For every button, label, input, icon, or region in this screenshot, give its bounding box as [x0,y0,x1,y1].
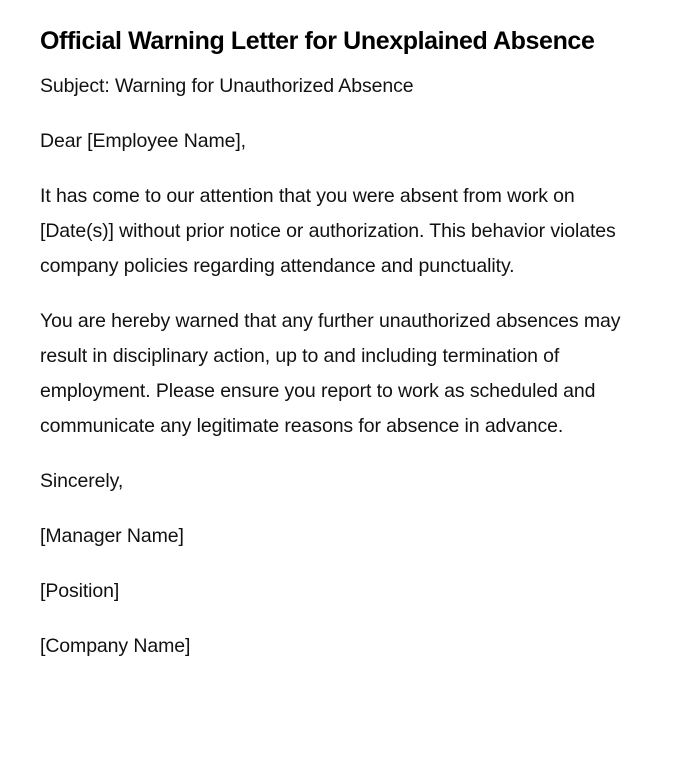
letter-closing: Sincerely, [40,470,124,492]
letter-body-paragraph-1: It has come to our attention that you were absent from work on [Date(s)] without prior notice or authorization. This behavior violates company policies regarding attendance and punctuality. [40,185,616,277]
letter-subject: Subject: Warning for Unauthorized Absence [40,75,414,97]
letter-salutation: Dear [Employee Name], [40,130,246,152]
signature-position: [Position] [40,580,120,602]
letter-body-paragraph-2: You are hereby warned that any further unauthorized absences may result in disciplinary action, up to and including termination of employment. Please ensure you report to work as scheduled and communicate any legitimate reasons for absence in advance. [40,310,621,437]
signature-company-name: [Company Name] [40,635,191,657]
letter-title: Official Warning Letter for Unexplained Absence [40,27,595,55]
signature-manager-name: [Manager Name] [40,525,184,547]
